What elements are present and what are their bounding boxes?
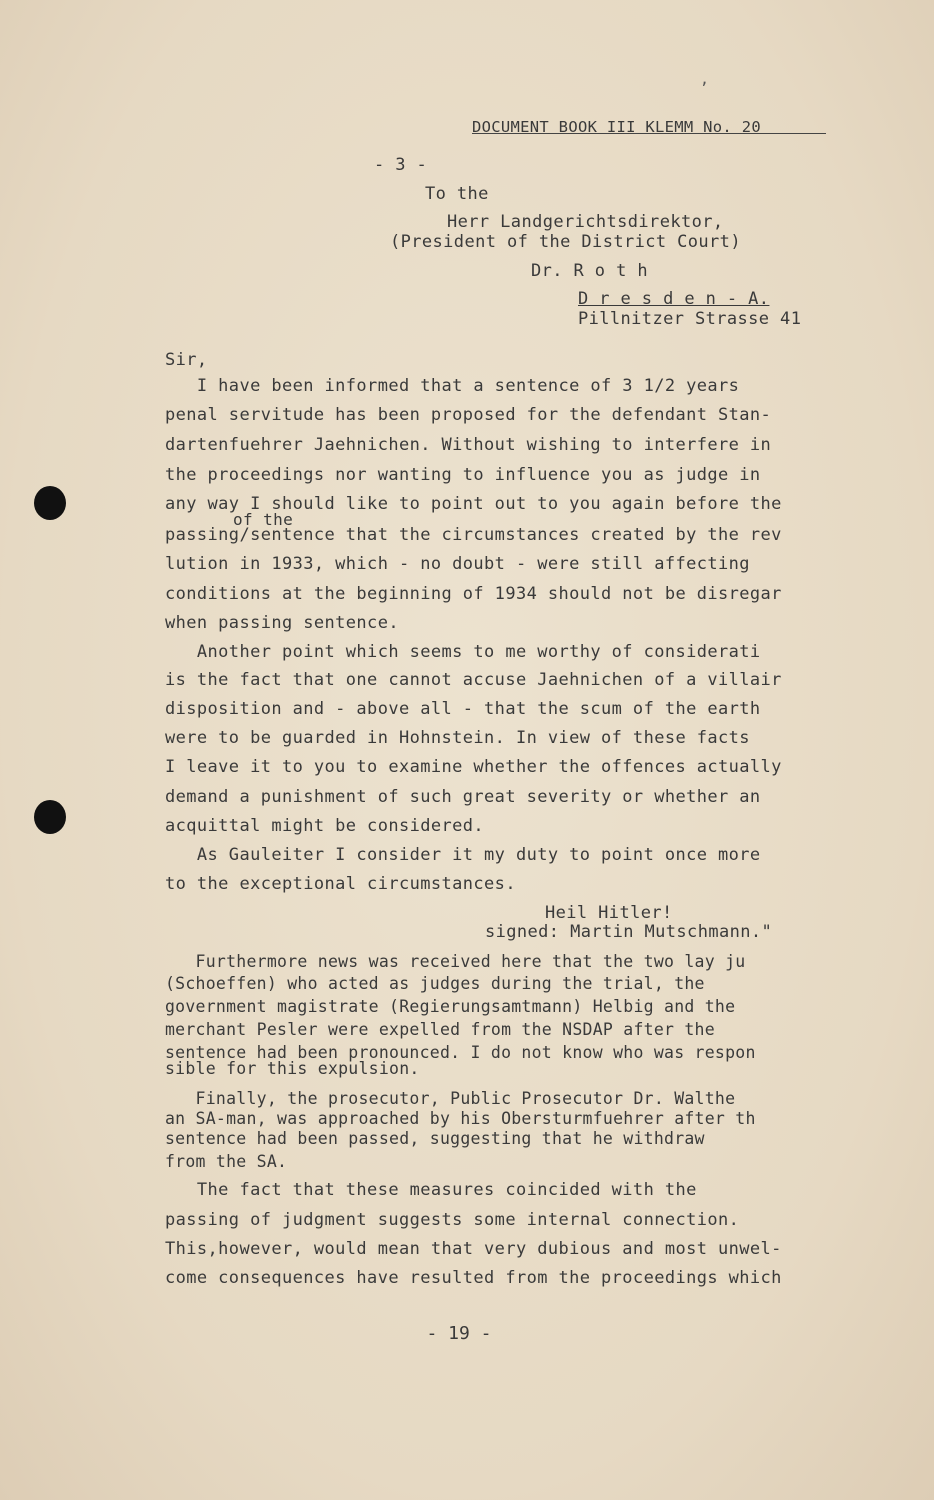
- letter-line: conditions at the beginning of 1934 should not be disregar: [165, 584, 782, 604]
- letter-line: As Gauleiter I consider it my duty to point once more: [165, 845, 761, 865]
- address-name: Dr. R o t h: [531, 261, 648, 281]
- paragraph-line: Finally, the prosecutor, Public Prosecutor Dr. Walthe: [165, 1089, 736, 1108]
- paragraph-line: passing of judgment suggests some internal connection.: [165, 1210, 740, 1230]
- address-city: D r e s d e n - A.: [578, 289, 770, 309]
- document-reference: DOCUMENT BOOK III KLEMM No. 20: [472, 118, 826, 134]
- address-to: To the: [425, 184, 489, 204]
- letter-line: I have been informed that a sentence of 3 1/2 years: [165, 376, 740, 396]
- binder-hole-bottom: [34, 800, 66, 834]
- paragraph-line: This,however, would mean that very dubious and most unwel-: [165, 1239, 782, 1259]
- letter-line: any way I should like to point out to you again before the: [165, 494, 782, 514]
- salutation: Sir,: [165, 350, 208, 370]
- closing-greeting: Heil Hitler!: [545, 903, 673, 923]
- page-marker: - 3 -: [374, 155, 428, 175]
- closing-signature: signed: Martin Mutschmann.": [485, 922, 773, 942]
- paragraph-line: sentence had been passed, suggesting that he withdraw: [165, 1129, 705, 1148]
- paragraph-line: (Schoeffen) who acted as judges during the trial, the: [165, 974, 705, 993]
- letter-line: acquittal might be considered.: [165, 816, 485, 836]
- letter-line: the proceedings nor wanting to influence you as judge in: [165, 465, 761, 485]
- paragraph-line: from the SA.: [165, 1152, 288, 1171]
- paragraph-line: an SA-man, was approached by his Obersturmfuehrer after th: [165, 1109, 756, 1128]
- letter-line: lution in 1933, which - no doubt - were still affecting: [165, 554, 750, 574]
- letter-line: penal servitude has been proposed for the defendant Stan-: [165, 405, 772, 425]
- letter-line: demand a punishment of such great severity or whether an: [165, 787, 761, 807]
- address-title-translation: (President of the District Court): [390, 232, 741, 252]
- letter-line: when passing sentence.: [165, 613, 399, 633]
- paragraph-line: come consequences have resulted from the proceedings which: [165, 1268, 782, 1288]
- paragraph-line: Furthermore news was received here that the two lay ju: [165, 952, 746, 971]
- stray-mark: ,: [700, 70, 710, 88]
- address-street: Pillnitzer Strasse 41: [578, 309, 802, 329]
- binder-hole-top: [34, 486, 66, 520]
- address-title: Herr Landgerichtsdirektor,: [447, 212, 724, 232]
- paragraph-line: The fact that these measures coincided with the: [165, 1180, 697, 1200]
- page-number: - 19 -: [426, 1323, 492, 1344]
- letter-line: disposition and - above all - that the scum of the earth: [165, 699, 761, 719]
- letter-line: were to be guarded in Hohnstein. In view of these facts: [165, 728, 750, 748]
- letter-line: dartenfuehrer Jaehnichen. Without wishing to interfere in: [165, 435, 772, 455]
- handwritten-insertion: of the: [233, 510, 294, 529]
- letter-line: to the exceptional circumstances.: [165, 874, 516, 894]
- letter-line: is the fact that one cannot accuse Jaehnichen of a villair: [165, 670, 782, 690]
- paragraph-line: merchant Pesler were expelled from the NSDAP after the: [165, 1020, 715, 1039]
- paragraph-line: sible for this expulsion.: [165, 1059, 420, 1078]
- paragraph-line: sentence had been pronounced. I do not know who was respon: [165, 1043, 756, 1062]
- letter-line: Another point which seems to me worthy of considerati: [165, 642, 761, 662]
- letter-line: passing/sentence that the circumstances created by the rev: [165, 525, 782, 545]
- paragraph-line: government magistrate (Regierungsamtmann) Helbig and the: [165, 997, 736, 1016]
- letter-line: I leave it to you to examine whether the offences actually: [165, 757, 782, 777]
